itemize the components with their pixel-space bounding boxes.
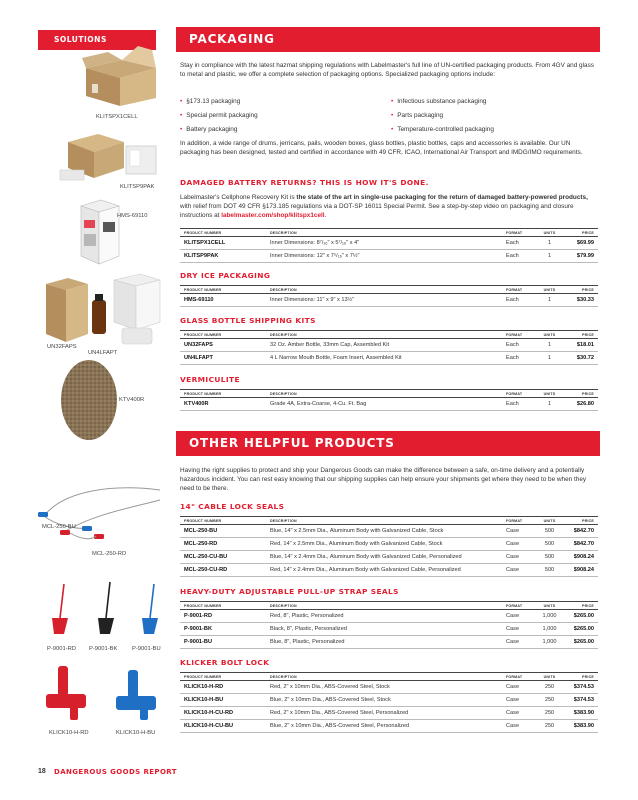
table-cell: $908.24 — [564, 551, 598, 564]
column-header: DESCRIPTION — [266, 331, 502, 339]
un32faps-label: UN32FAPS — [47, 344, 77, 350]
table-cell: 1 — [535, 250, 564, 263]
table-row — [180, 352, 598, 365]
vermiculite-table — [180, 389, 598, 411]
un32faps-image — [40, 270, 168, 348]
battery-table — [180, 228, 598, 263]
column-header: FORMAT — [502, 331, 535, 339]
table-cell: UN4LFAPT — [180, 352, 266, 365]
table-cell: 1 — [535, 294, 564, 307]
table-row — [180, 237, 598, 250]
table-cell: $374.53 — [564, 694, 598, 707]
header-row — [180, 286, 598, 294]
column-header: PRODUCT NUMBER — [180, 286, 266, 294]
table-cell: 4 L Narrow Mouth Bottle, Foam Insert, Assembled Kit — [266, 352, 502, 365]
table-row — [180, 694, 598, 707]
column-header: PRICE — [564, 390, 598, 398]
table-cell: $69.99 — [564, 237, 598, 250]
packaging-intro: Stay in compliance with the latest hazmat shipping regulations with Labelmaster's full line of UN-certified packaging products. From 4GV and glass to metal and plastic, we offer a complete selection of packaging options. Specialized packaging options include: — [180, 62, 594, 78]
column-header: UNITS — [535, 673, 564, 681]
table-cell: 1,000 — [535, 636, 564, 649]
table-cell: Black, 8", Plastic, Personalized — [266, 623, 502, 636]
other-intro: Having the right supplies to protect and ship your Dangerous Goods can make the difference between a safe, on-time delivery and a potentially hazardous incident. You can rest easy knowing that our shipping supplies can help ensure your shipments get where they need to be when they need to be there. — [180, 467, 587, 492]
klitspx1cell-image — [78, 40, 168, 110]
header-row — [180, 673, 598, 681]
table-row — [180, 339, 598, 352]
column-header: PRICE — [564, 286, 598, 294]
bullet-icon: • — [391, 126, 394, 133]
table-cell: Case — [502, 694, 535, 707]
table-cell: Each — [502, 250, 535, 263]
table-cell: MCL-250-CU-BU — [180, 551, 266, 564]
table-cell: Red, 2" x 10mm Dia., ABS-Covered Steel, Stock — [266, 681, 502, 694]
header-row — [180, 390, 598, 398]
p-9001-bk-label: P-9001-BK — [89, 646, 118, 652]
table-cell: Each — [502, 352, 535, 365]
table-row — [180, 551, 598, 564]
glass-table — [180, 330, 598, 365]
table-cell: KLICK10-H-RD — [180, 681, 266, 694]
column-header: DESCRIPTION — [266, 229, 502, 237]
table-row — [180, 707, 598, 720]
table-cell: Each — [502, 237, 535, 250]
column-header: FORMAT — [502, 286, 535, 294]
vermiculite-heading: VERMICULITE — [180, 375, 240, 384]
table-cell: KLICK10-H-CU-RD — [180, 707, 266, 720]
table-row — [180, 525, 598, 538]
battery-heading: DAMAGED BATTERY RETURNS? THIS IS HOW IT'S DONE. — [180, 178, 429, 187]
other-products-banner — [176, 431, 600, 456]
table-cell: KLITSP9PAK — [180, 250, 266, 263]
bullet-item: • §173.13 packaging — [180, 98, 241, 105]
table-cell: $383.90 — [564, 720, 598, 733]
cable-seals-image — [34, 470, 168, 554]
seals-heading: 14" CABLE LOCK SEALS — [180, 502, 285, 511]
table-cell: 1,000 — [535, 623, 564, 636]
column-header: FORMAT — [502, 517, 535, 525]
table-cell: Inner Dimensions: 12" x 7⁵/₁₆" x 7½" — [266, 250, 502, 263]
column-header: PRICE — [564, 673, 598, 681]
table-cell: 250 — [535, 694, 564, 707]
p-9001-rd-label: P-9001-RD — [47, 646, 76, 652]
bullet-icon: • — [180, 126, 183, 133]
table-cell: 1 — [535, 352, 564, 365]
column-header: DESCRIPTION — [266, 673, 502, 681]
column-header: DESCRIPTION — [266, 602, 502, 610]
table-cell: Case — [502, 525, 535, 538]
strap-seals-image — [42, 578, 166, 644]
bullet-item: • Infectious substance packaging — [391, 98, 487, 105]
table-cell: $30.33 — [564, 294, 598, 307]
header-row — [180, 602, 598, 610]
solutions-tab: SOLUTIONS — [38, 30, 156, 50]
glass-heading: GLASS BOTTLE SHIPPING KITS — [180, 316, 316, 325]
column-header: UNITS — [535, 517, 564, 525]
seals-table — [180, 516, 598, 577]
table-cell: P-9001-BK — [180, 623, 266, 636]
table-cell: Blue, 2" x 10mm Dia., ABS-Covered Steel, Personalized — [266, 720, 502, 733]
bullet-item: • Battery packaging — [180, 126, 238, 133]
table-cell: Case — [502, 610, 535, 623]
table-row — [180, 610, 598, 623]
table-cell: 1,000 — [535, 610, 564, 623]
table-cell: Blue, 8", Plastic, Personalized — [266, 636, 502, 649]
klicker-locks-image — [40, 660, 170, 728]
table-cell: Each — [502, 398, 535, 411]
table-cell: $18.01 — [564, 339, 598, 352]
dry-ice-table — [180, 285, 598, 307]
column-header: UNITS — [535, 229, 564, 237]
table-cell: Red, 2" x 10mm Dia., ABS-Covered Steel, Personalized — [266, 707, 502, 720]
header-row — [180, 229, 598, 237]
column-header: PRICE — [564, 229, 598, 237]
table-cell: Blue, 14" x 2.5mm Dia., Aluminum Body with Galvanized Cable, Stock — [266, 525, 502, 538]
battery-text: Labelmaster's Cellphone Recovery Kit is the state of the art in single-use packaging for the return of damaged battery-powered products, with relief from DOT 49 CFR §173.185 regulations via a DOT-SP 16011 Special Permit. See a step-by-step video on packaging and closure instructions at labelmaster.com/shop/klitspx1cell. — [180, 194, 588, 219]
column-header: DESCRIPTION — [266, 517, 502, 525]
p-9001-bu-label: P-9001-BU — [132, 646, 161, 652]
table-cell: Case — [502, 551, 535, 564]
table-row — [180, 294, 598, 307]
bullet-icon: • — [391, 98, 394, 105]
table-cell: Case — [502, 538, 535, 551]
table-cell: 500 — [535, 538, 564, 551]
packaging-banner — [176, 27, 600, 52]
column-header: PRODUCT NUMBER — [180, 229, 266, 237]
column-header: PRICE — [564, 517, 598, 525]
table-cell: Case — [502, 623, 535, 636]
table-cell: KLICK10-H-BU — [180, 694, 266, 707]
table-cell: 1 — [535, 398, 564, 411]
table-cell: 1 — [535, 237, 564, 250]
table-cell: $30.72 — [564, 352, 598, 365]
table-cell: $265.00 — [564, 636, 598, 649]
hms-69110-image — [75, 190, 123, 270]
page-number: 18 — [38, 768, 46, 775]
packaging-title: PACKAGING — [189, 32, 275, 46]
table-cell: $908.24 — [564, 564, 598, 577]
table-cell: 250 — [535, 707, 564, 720]
bullet-item: • Special permit packaging — [180, 112, 258, 119]
table-cell: Each — [502, 339, 535, 352]
table-cell: MCL-250-CU-RD — [180, 564, 266, 577]
column-header: UNITS — [535, 331, 564, 339]
table-cell: 1 — [535, 339, 564, 352]
table-cell: Blue, 14" x 2.4mm Dia., Aluminum Body with Galvanized Cable, Personalized — [266, 551, 502, 564]
table-cell: Blue, 2" x 10mm Dia., ABS-Covered Steel, Stock — [266, 694, 502, 707]
klick10-h-rd-label: KLICK10-H-RD — [49, 730, 89, 736]
table-cell: Red, 14" x 2.5mm Dia., Aluminum Body with Galvanized Cable, Stock — [266, 538, 502, 551]
table-row — [180, 720, 598, 733]
table-cell: Grade 4A, Extra-Coarse, 4-Cu. Ft. Bag — [266, 398, 502, 411]
table-cell: $79.99 — [564, 250, 598, 263]
table-cell: Case — [502, 720, 535, 733]
footer-title: DANGEROUS GOODS REPORT — [54, 768, 177, 776]
klitspx1cell-label: KLITSPX1CELL — [96, 114, 138, 120]
table-cell: Red, 8", Plastic, Personalized — [266, 610, 502, 623]
table-cell: KLITSPX1CELL — [180, 237, 266, 250]
table-cell: $265.00 — [564, 623, 598, 636]
table-cell: $842.70 — [564, 525, 598, 538]
klitsp9pak-image — [58, 128, 168, 186]
header-row — [180, 517, 598, 525]
table-row — [180, 250, 598, 263]
table-cell: 250 — [535, 681, 564, 694]
table-cell: $26.80 — [564, 398, 598, 411]
column-header: UNITS — [535, 602, 564, 610]
strap-table — [180, 601, 598, 649]
table-cell: UN32FAPS — [180, 339, 266, 352]
table-cell: Red, 14" x 2.4mm Dia., Aluminum Body with Galvanized Cable, Personalized — [266, 564, 502, 577]
table-cell: Case — [502, 564, 535, 577]
table-cell: 250 — [535, 720, 564, 733]
table-cell: 500 — [535, 525, 564, 538]
table-cell: $265.00 — [564, 610, 598, 623]
table-cell: Inner Dimensions: 8⁷/₁₆" x 5⁷/₁₆" x 4" — [266, 237, 502, 250]
table-cell: KTV400R — [180, 398, 266, 411]
column-header: FORMAT — [502, 602, 535, 610]
table-cell: $383.90 — [564, 707, 598, 720]
table-cell: Inner Dimensions: 11" x 9" x 13½" — [266, 294, 502, 307]
table-cell: $374.53 — [564, 681, 598, 694]
ktv400r-label: KTV400R — [119, 397, 145, 403]
table-cell: MCL-250-BU — [180, 525, 266, 538]
bullet-item: • Parts packaging — [391, 112, 444, 119]
table-cell: KLICK10-H-CU-BU — [180, 720, 266, 733]
ktv400r-image — [58, 358, 120, 442]
column-header: PRODUCT NUMBER — [180, 331, 266, 339]
klicker-heading: KLICKER BOLT LOCK — [180, 658, 270, 667]
table-cell: HMS-69110 — [180, 294, 266, 307]
klicker-table — [180, 672, 598, 733]
mcl-250-bu-label: MCL-250-BU — [42, 524, 76, 530]
table-cell: 500 — [535, 551, 564, 564]
table-cell: 32 Oz. Amber Bottle, 33mm Cap, Assembled Kit — [266, 339, 502, 352]
bullet-icon: • — [180, 98, 183, 105]
table-cell: MCL-250-RD — [180, 538, 266, 551]
table-row — [180, 636, 598, 649]
klitspx1cell-link[interactable]: labelmaster.com/shop/klitspx1cell — [221, 212, 325, 219]
table-cell: P-9001-BU — [180, 636, 266, 649]
column-header: UNITS — [535, 390, 564, 398]
bullet-item: • Temperature-controlled packaging — [391, 126, 494, 133]
column-header: FORMAT — [502, 229, 535, 237]
column-header: DESCRIPTION — [266, 286, 502, 294]
table-cell: Case — [502, 636, 535, 649]
column-header: PRODUCT NUMBER — [180, 602, 266, 610]
dry-ice-heading: DRY ICE PACKAGING — [180, 271, 271, 280]
bullet-icon: • — [180, 112, 183, 119]
table-cell: P-9001-RD — [180, 610, 266, 623]
table-cell: Case — [502, 707, 535, 720]
packaging-para2: In addition, a wide range of drums, jerricans, pails, wooden boxes, glass bottles, plastic bottles, caps and accessories is available. Our UN packaging has been designed, tested and certified in accordance with 49 CFR, ICAO, International Air Transport and IMDG/IMO requirements. — [180, 140, 583, 156]
column-header: UNITS — [535, 286, 564, 294]
table-cell: 500 — [535, 564, 564, 577]
column-header: PRODUCT NUMBER — [180, 673, 266, 681]
column-header: FORMAT — [502, 673, 535, 681]
other-products-title: OTHER HELPFUL PRODUCTS — [189, 436, 395, 450]
hms-69110-label: HMS-69110 — [117, 213, 148, 219]
header-row — [180, 331, 598, 339]
table-row — [180, 564, 598, 577]
column-header: PRICE — [564, 602, 598, 610]
column-header: FORMAT — [502, 390, 535, 398]
strap-heading: HEAVY-DUTY ADJUSTABLE PULL-UP STRAP SEALS — [180, 587, 399, 596]
table-cell: Case — [502, 681, 535, 694]
table-row — [180, 538, 598, 551]
klitsp9pak-label: KLITSP9PAK — [120, 184, 155, 190]
column-header: PRICE — [564, 331, 598, 339]
table-row — [180, 398, 598, 411]
klick10-h-bu-label: KLICK10-H-BU — [116, 730, 156, 736]
column-header: PRODUCT NUMBER — [180, 390, 266, 398]
table-cell: $842.70 — [564, 538, 598, 551]
mcl-250-rd-label: MCL-250-RD — [92, 551, 127, 557]
column-header: DESCRIPTION — [266, 390, 502, 398]
un4lfapt-label: UN4LFAPT — [88, 350, 118, 356]
table-row — [180, 681, 598, 694]
table-row — [180, 623, 598, 636]
table-cell: Each — [502, 294, 535, 307]
column-header: PRODUCT NUMBER — [180, 517, 266, 525]
bullet-icon: • — [391, 112, 394, 119]
